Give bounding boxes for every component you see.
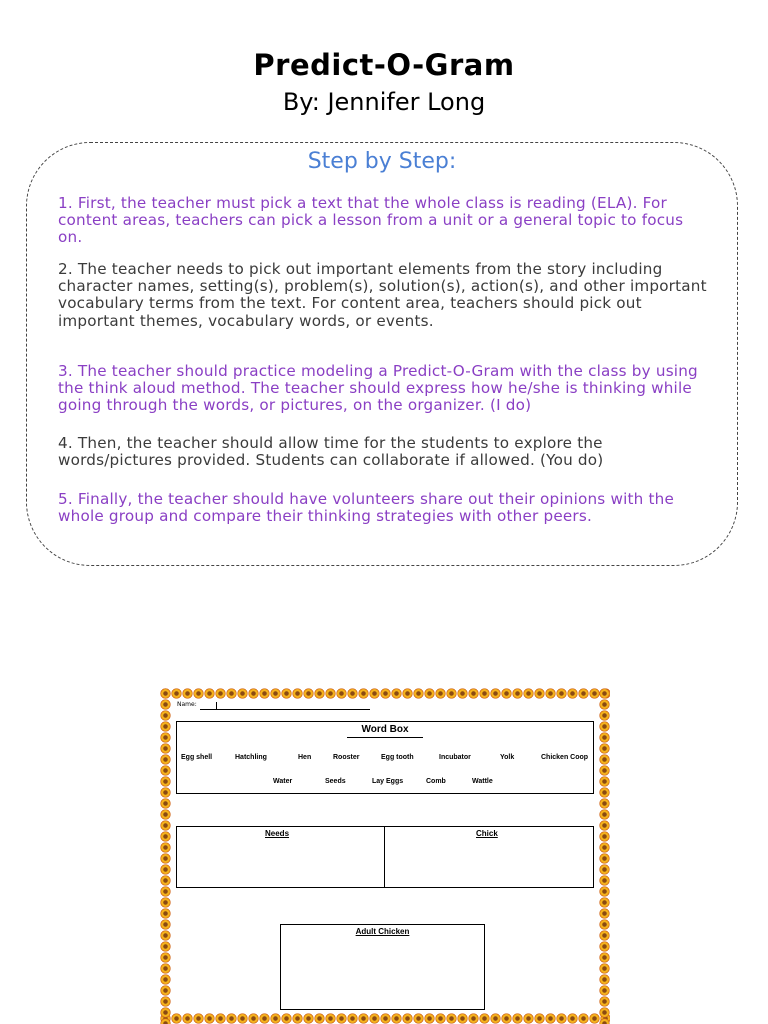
word-item: Seeds: [325, 778, 346, 785]
word-item: Egg shell: [181, 754, 213, 761]
word-item: Chicken Coop: [541, 754, 589, 761]
needs-chick-box: [176, 826, 594, 888]
worksheet-image: [160, 688, 610, 1024]
word-box-underline: [347, 737, 423, 738]
word-item: Lay Eggs: [372, 778, 404, 785]
word-item: Hen: [298, 754, 312, 761]
flower-border-bottom: [160, 1013, 610, 1024]
word-item: Rooster: [333, 754, 360, 761]
chick-heading: Chick: [476, 829, 498, 838]
word-item: Water: [273, 778, 293, 785]
name-line: [200, 709, 370, 710]
name-label: Name:: [177, 701, 197, 708]
word-item: Incubator: [439, 754, 471, 761]
page-title: Predict-O-Gram: [253, 48, 515, 82]
steps-box: [26, 142, 738, 566]
flower-border-left: [160, 688, 171, 1024]
adult-chicken-box: [280, 924, 485, 1010]
step-3: 3. The teacher should practice modeling a Predict-O-Gram with the class by using the think aloud method. The teacher should express how he/she is thinking while going through the words, or pictures, on the organizer. (I do): [58, 362, 698, 415]
flower-border-right: [599, 688, 610, 1024]
word-item: Wattle: [472, 778, 493, 785]
author-line: By: Jennifer Long: [282, 88, 486, 116]
word-item: Hatchling: [235, 754, 267, 761]
step-5: 5. Finally, the teacher should have volunteers share out their opinions with the whole group and compare their thinking strategies with other peers.: [58, 490, 675, 526]
name-tick: [216, 702, 217, 710]
column-divider: [384, 827, 385, 887]
step-2: 2. The teacher needs to pick out important elements from the story including character names, setting(s), problem(s), solution(s), action(s), and other important vocabulary terms from the text. For content area, teachers should pick out important themes, vocabulary words, or events.: [58, 260, 707, 330]
word-item: Egg tooth: [381, 754, 414, 761]
word-box-title: Word Box: [361, 724, 409, 735]
needs-heading: Needs: [265, 829, 290, 838]
adult-chicken-heading: Adult Chicken: [355, 927, 410, 936]
flower-border-top: [160, 688, 610, 699]
steps-heading: Step by Step:: [307, 149, 457, 174]
word-box: [176, 721, 594, 794]
step-4: 4. Then, the teacher should allow time for the students to explore the words/pictures provided. Students can collaborate if allowed. (You do): [58, 434, 604, 470]
step-1: 1. First, the teacher must pick a text that the whole class is reading (ELA). For content areas, teachers can pick a lesson from a unit or a general topic to focus on.: [58, 194, 684, 247]
word-item: Comb: [426, 778, 446, 785]
word-item: Yolk: [500, 754, 515, 761]
